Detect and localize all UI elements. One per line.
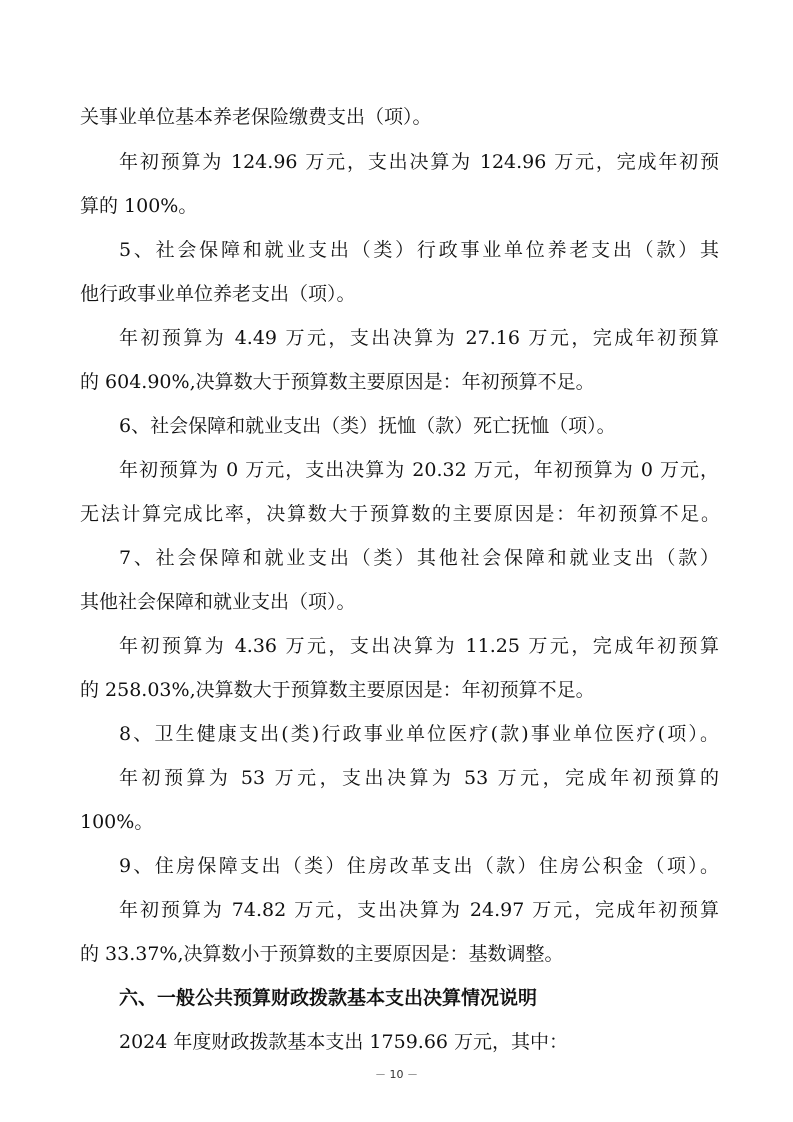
text-line-8: 6、社会保障和就业支出（类）抚恤（款）死亡抚恤（项）。 bbox=[119, 415, 616, 437]
text-line-4: 5、社会保障和就业支出（类）行政事业单位养老支出（款）其 bbox=[119, 239, 719, 261]
text-line-11: 7、社会保障和就业支出（类）其他社会保障和就业支出（款） bbox=[119, 547, 719, 569]
text-line-12: 其他社会保障和就业支出（项）。 bbox=[80, 591, 356, 613]
text-line-2: 年初预算为 124.96 万元，支出决算为 124.96 万元，完成年初预 bbox=[119, 151, 719, 173]
text-line-17: 100%。 bbox=[80, 811, 154, 833]
section-heading: 六、一般公共预算财政拨款基本支出决算情况说明 bbox=[119, 987, 538, 1009]
text-line-18: 9、住房保障支出（类）住房改革支出（款）住房公积金（项）。 bbox=[119, 855, 719, 877]
text-line-6: 年初预算为 4.49 万元，支出决算为 27.16 万元，完成年初预算 bbox=[119, 327, 719, 349]
text-line-22: 2024 年度财政拨款基本支出 1759.66 万元，其中： bbox=[119, 1031, 569, 1053]
text-line-10: 无法计算完成比率，决算数大于预算数的主要原因是：年初预算不足。 bbox=[80, 503, 720, 525]
text-line-7: 的 604.90%,决算数大于预算数主要原因是：年初预算不足。 bbox=[80, 371, 595, 393]
text-line-1: 关事业单位基本养老保险缴费支出（项）。 bbox=[80, 106, 432, 128]
text-line-13: 年初预算为 4.36 万元，支出决算为 11.25 万元，完成年初预算 bbox=[119, 635, 719, 657]
text-line-15: 8、卫生健康支出(类)行政事业单位医疗(款)事业单位医疗(项）。 bbox=[119, 723, 719, 745]
page-number: － 10 － bbox=[375, 1068, 418, 1081]
text-line-9: 年初预算为 0 万元，支出决算为 20.32 万元，年初预算为 0 万元， bbox=[119, 459, 719, 481]
text-line-3: 算的 100%。 bbox=[80, 195, 198, 217]
text-line-5: 他行政事业单位养老支出（项）。 bbox=[80, 283, 356, 305]
text-line-16: 年初预算为 53 万元，支出决算为 53 万元，完成年初预算的 bbox=[119, 767, 719, 789]
text-line-14: 的 258.03%,决算数大于预算数主要原因是：年初预算不足。 bbox=[80, 679, 595, 701]
text-line-20: 的 33.37%,决算数小于预算数的主要原因是：基数调整。 bbox=[80, 943, 564, 965]
text-line-19: 年初预算为 74.82 万元，支出决算为 24.97 万元，完成年初预算 bbox=[119, 899, 719, 921]
